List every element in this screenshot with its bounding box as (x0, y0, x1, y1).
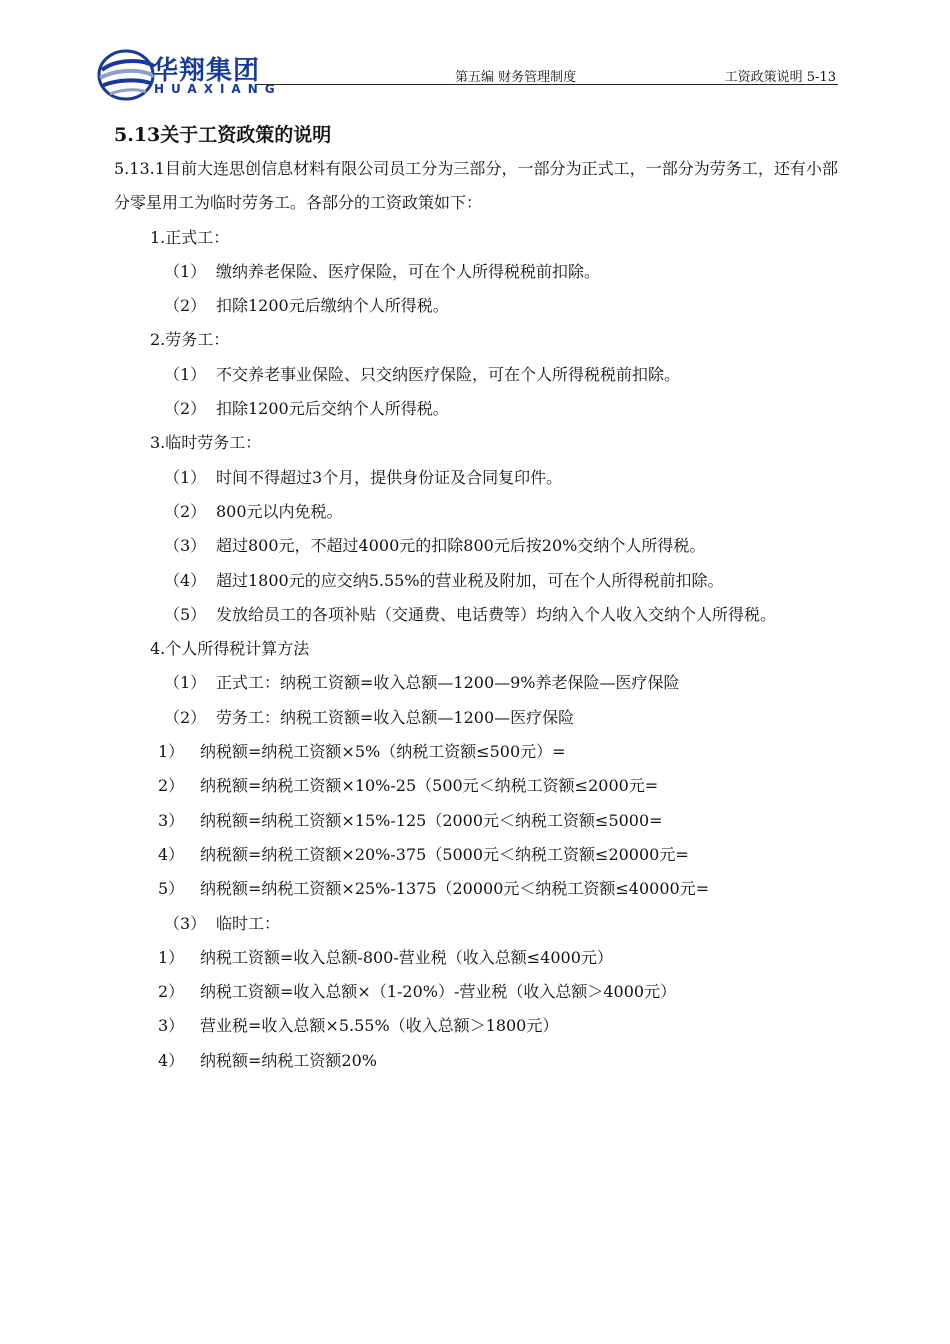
item-text: 纳税额=纳税工资额×20%-375（5000元＜纳税工资额≤20000元= (200, 844, 689, 864)
item-text: 扣除1200元后缴纳个人所得税。 (216, 296, 449, 316)
item-text: 超过800元，不超过4000元的扣除800元后按20%交纳个人所得税。 (216, 536, 706, 556)
calc-formal-worker (114, 666, 838, 700)
item-number: 1） (158, 947, 185, 967)
section-heading: 1.正式工： (150, 227, 230, 247)
item-text: 劳务工：纳税工资额=收入总额—1200—医疗保险 (216, 707, 575, 727)
list-item (114, 598, 838, 632)
intro-paragraph: 5.13.1目前大连思创信息材料有限公司员工分为三部分，一部分为正式工，一部分为劳务工，还有小部分零星用工为临时劳务工。各部分的工资政策如下： (114, 159, 838, 213)
section-heading: 3.临时劳务工： (150, 433, 262, 453)
labor-formula-row (114, 804, 838, 838)
labor-formula-row (114, 872, 838, 906)
item-number: 4） (158, 1050, 185, 1070)
item-text: 正式工：纳税工资额=收入总额—1200—9%养老保险—医疗保险 (216, 673, 680, 693)
item-text: 纳税工资额=收入总额-800-营业税（收入总额≤4000元） (200, 947, 613, 967)
list-item (114, 564, 838, 598)
item-number: （1） (164, 673, 207, 693)
item-text: 800元以内免税。 (216, 501, 343, 521)
labor-formula-row (114, 735, 838, 769)
section-heading: 2.劳务工： (150, 330, 230, 350)
list-item (114, 461, 838, 495)
list-item (114, 495, 838, 529)
item-text: 时间不得超过3个月，提供身份证及合同复印件。 (216, 467, 563, 487)
page-header (96, 44, 838, 104)
item-number: 2） (158, 982, 185, 1002)
policy-sections (114, 221, 838, 633)
list-item (114, 529, 838, 563)
header-divider (256, 84, 838, 85)
globe-logo-icon (96, 48, 156, 102)
item-text: 纳税额=纳税工资额×15%-125（2000元＜纳税工资额≤5000= (200, 810, 663, 830)
item-text: 纳税额=纳税工资额×5%（纳税工资额≤500元）= (200, 742, 566, 762)
item-text: 超过1800元的应交纳5.55%的营业税及附加，可在个人所得税前扣除。 (216, 570, 724, 590)
calc-labor-worker (114, 701, 838, 735)
tax-calculation-section (114, 632, 838, 1078)
item-text: 纳税额=纳税工资额×25%-1375（20000元＜纳税工资额≤40000元= (200, 879, 710, 899)
calc-temp-worker (114, 907, 838, 941)
item-number: 2） (158, 776, 185, 796)
logo-chinese-name: 华翔集团 (152, 56, 261, 86)
item-number: （2） (164, 296, 207, 316)
header-doc-reference: 工资政策说明 5-13 (724, 70, 836, 85)
item-number: （2） (164, 501, 207, 521)
item-number: （1） (164, 467, 207, 487)
temp-formula-row (114, 1009, 838, 1043)
item-number: 3） (158, 1016, 185, 1036)
temp-formula-row (114, 1044, 838, 1078)
item-number: 5） (158, 879, 185, 899)
item-number: （2） (164, 707, 207, 727)
labor-formula-row (114, 838, 838, 872)
list-item (114, 358, 838, 392)
item-text: 纳税工资额=收入总额×（1-20%）-营业税（收入总额＞4000元） (200, 982, 677, 1002)
header-section-title: 第五编 财务管理制度 (455, 70, 577, 85)
item-number: 1） (158, 742, 185, 762)
calc-heading: 4.个人所得税计算方法 (150, 639, 310, 659)
logo-english-name: HUAXIANG (154, 82, 282, 96)
item-number: （2） (164, 399, 207, 419)
page-title: 5.13关于工资政策的说明 (114, 124, 332, 146)
item-text: 扣除1200元后交纳个人所得税。 (216, 399, 449, 419)
labor-formula-row (114, 769, 838, 803)
item-number: （1） (164, 364, 207, 384)
item-number: （3） (164, 913, 207, 933)
list-item (114, 289, 838, 323)
list-item (114, 392, 838, 426)
temp-formula-row (114, 941, 838, 975)
item-text: 缴纳养老保险、医疗保险，可在个人所得税税前扣除。 (216, 261, 601, 281)
document-body (114, 118, 838, 1078)
item-text: 纳税额=纳税工资额×10%-25（500元＜纳税工资额≤2000元= (200, 776, 659, 796)
item-text: 营业税=收入总额×5.55%（收入总额＞1800元） (200, 1016, 559, 1036)
item-text: 临时工： (216, 913, 281, 933)
company-logo (96, 44, 296, 104)
item-text: 不交养老事业保险、只交纳医疗保险，可在个人所得税税前扣除。 (216, 364, 681, 384)
item-number: （3） (164, 536, 207, 556)
item-number: 3） (158, 810, 185, 830)
item-text: 发放给员工的各项补贴（交通费、电话费等）均纳入个人收入交纳个人所得税。 (216, 604, 777, 624)
temp-formula-row (114, 975, 838, 1009)
item-number: （4） (164, 570, 207, 590)
item-number: 4） (158, 844, 185, 864)
item-number: （1） (164, 261, 207, 281)
list-item (114, 255, 838, 289)
item-number: （5） (164, 604, 207, 624)
item-text: 纳税额=纳税工资额20% (200, 1050, 377, 1070)
